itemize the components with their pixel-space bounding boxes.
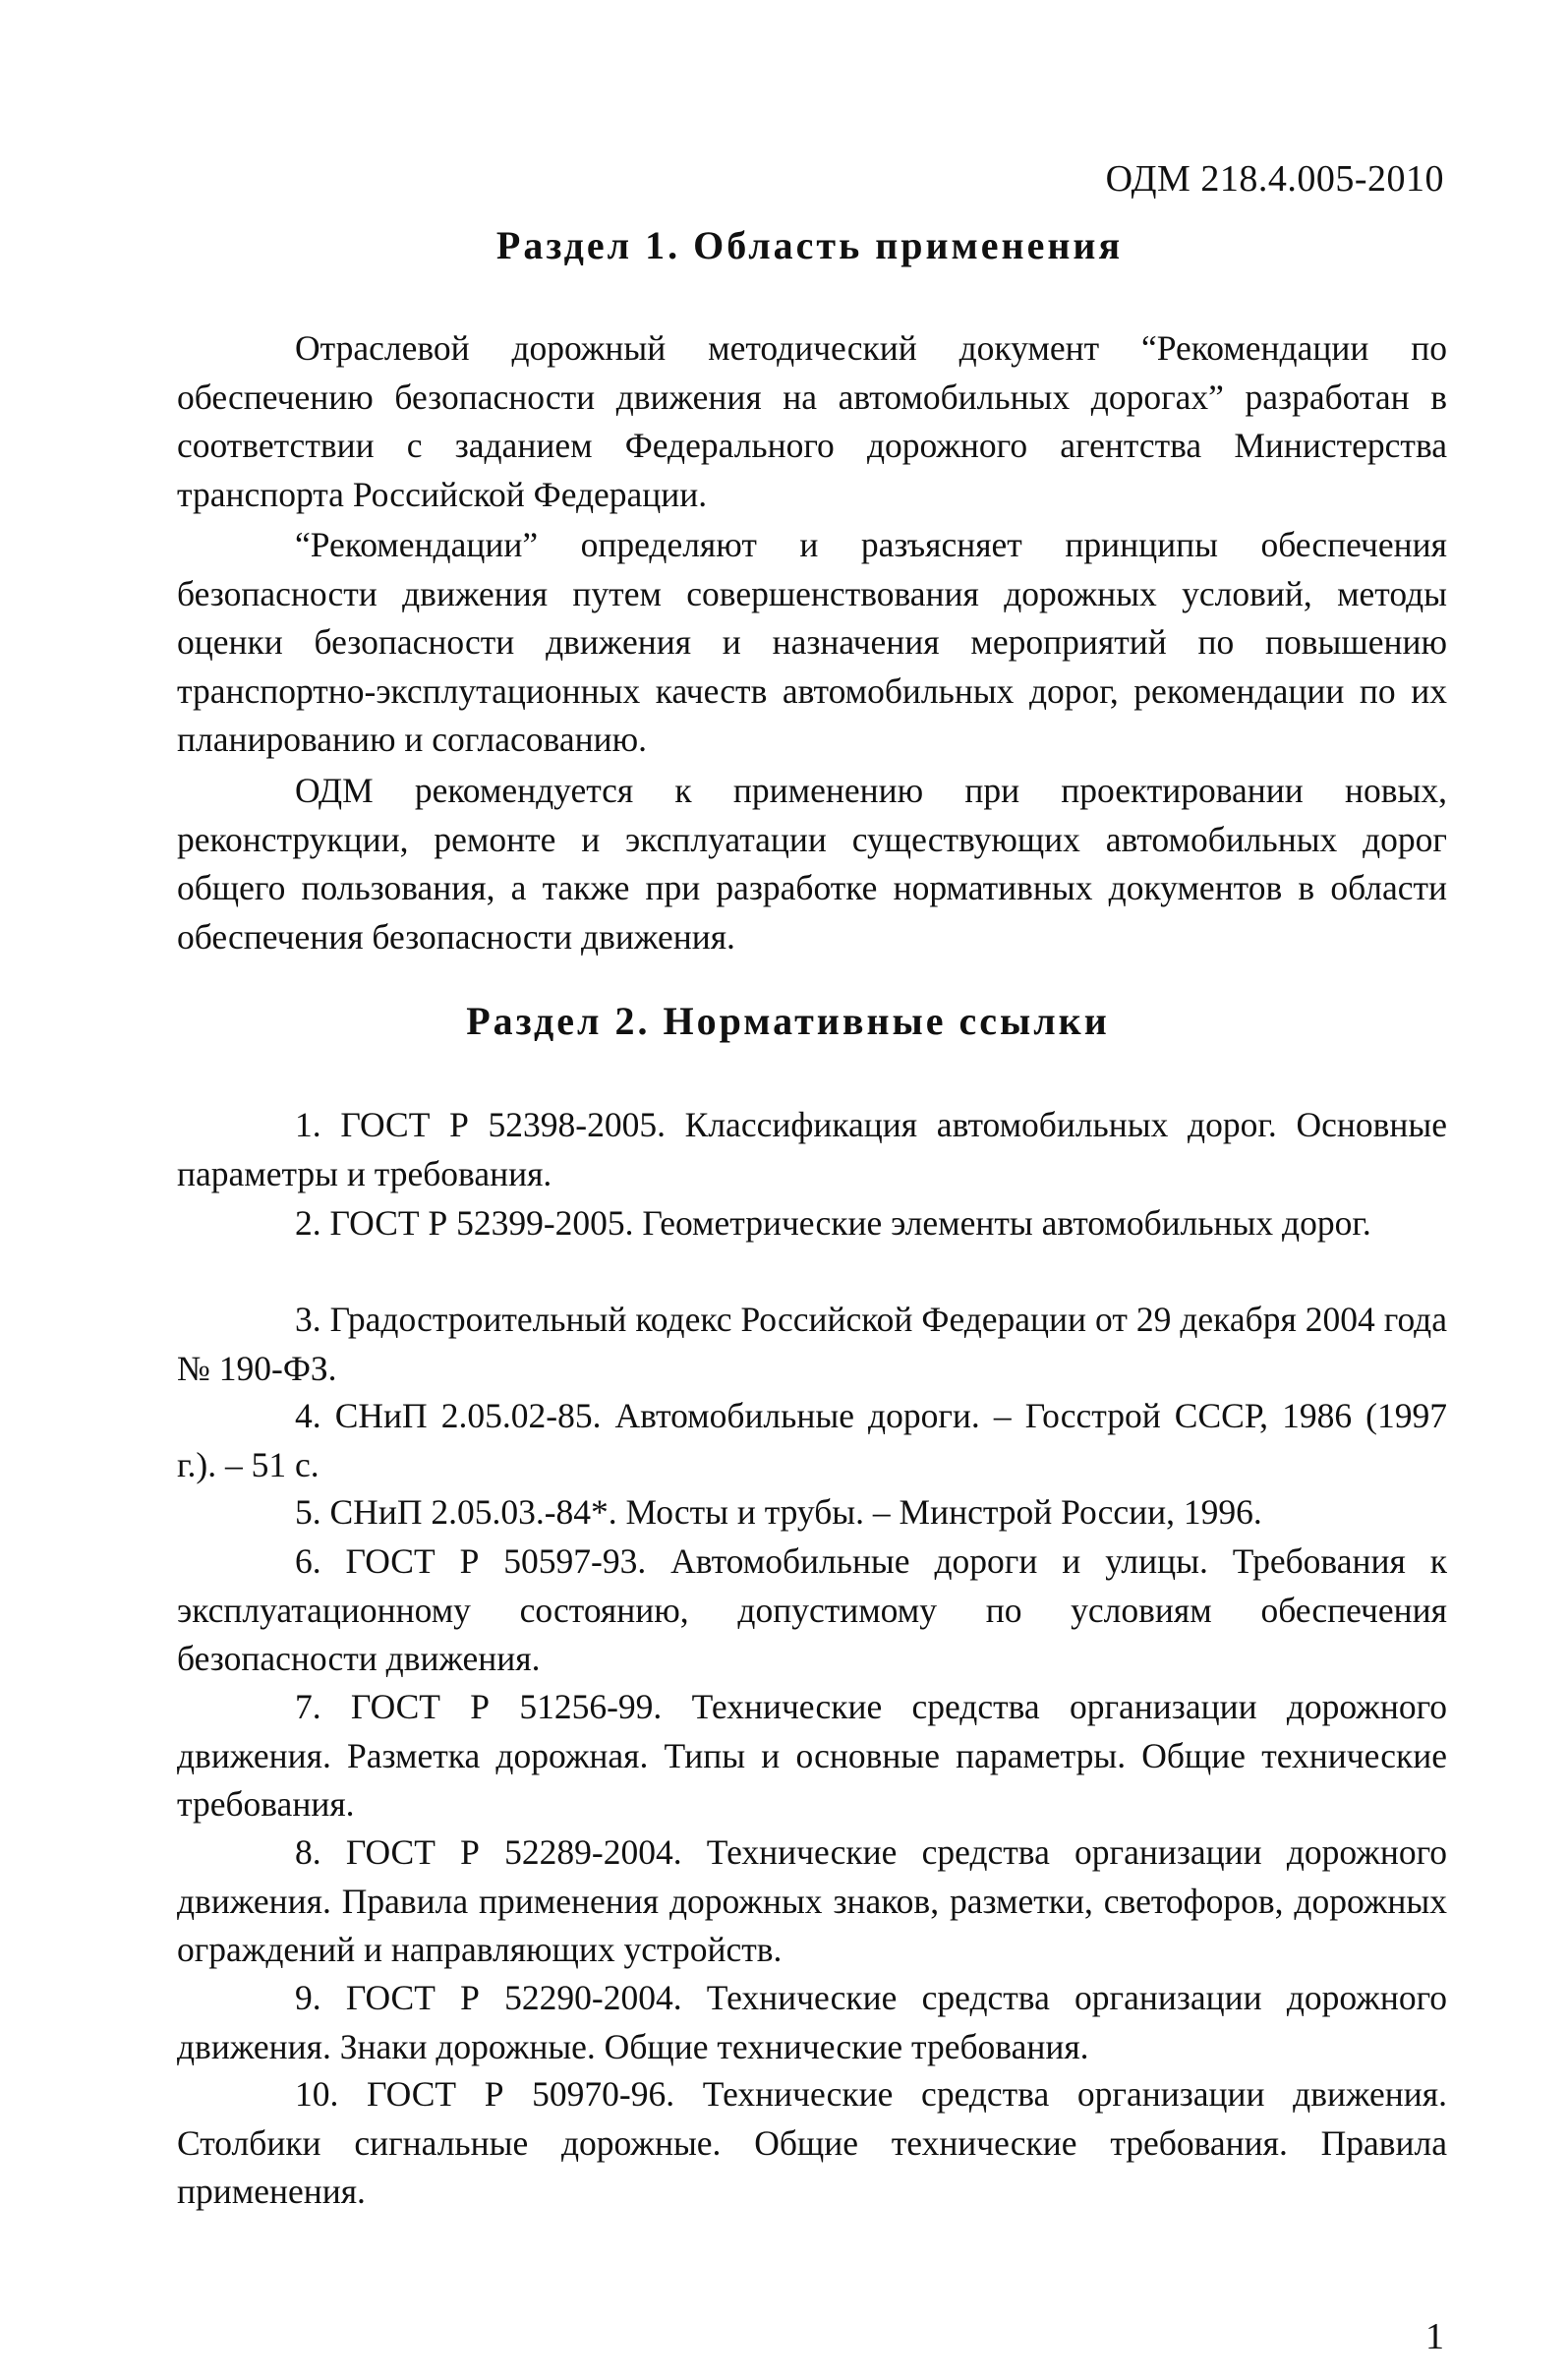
section-1-paragraph-2: “Рекомендации” определяют и разъясняет принципы обеспечения безопасности движения путем совершенствования дорожных условий, методы оценки безопасности движения и назначения мероприятий по повышению транспортно-эксплутационных качеств автомобильных дорог, рекомендации по их планированию и согласованию. xyxy=(177,525,1447,760)
reference-item: 2. ГОСТ Р 52399-2005. Геометрические элементы автомобильных дорог. xyxy=(295,1203,1371,1243)
reference-item: 5. СНиП 2.05.03.-84*. Мосты и трубы. – Минстрой России, 1996. xyxy=(295,1492,1262,1532)
reference-item: 7. ГОСТ Р 51256-99. Технические средства организации дорожного движения. Разметка дорожная. Типы и основные параметры. Общие технические требования. xyxy=(177,1687,1447,1825)
reference-item: 9. ГОСТ Р 52290-2004. Технические средства организации дорожного движения. Знаки дорожные. Общие технические требования. xyxy=(177,1978,1447,2066)
section-1-title: Раздел 1. Область применения xyxy=(495,223,1124,267)
reference-item: 3. Градостроительный кодекс Российской Федерации от 29 декабря 2004 года № 190-ФЗ. xyxy=(177,1300,1447,1388)
page-number: 1 xyxy=(1425,2316,1444,2357)
reference-item: 8. ГОСТ Р 52289-2004. Технические средства организации дорожного движения. Правила применения дорожных знаков, разметки, светофоров, дорожных ограждений и направляющих устройств. xyxy=(177,1832,1447,1970)
reference-item: 4. СНиП 2.05.02-85. Автомобильные дороги. – Госстрой СССР, 1986 (1997 г.). – 51 с. xyxy=(177,1396,1447,1484)
reference-item: 10. ГОСТ Р 50970-96. Технические средства организации движения. Столбики сигнальные дорожные. Общие технические требования. Правила применения. xyxy=(177,2074,1447,2212)
section-2-title: Раздел 2. Нормативные ссылки xyxy=(466,999,1110,1043)
document-code: ОДМ 218.4.005-2010 xyxy=(1105,158,1444,200)
section-1-paragraph-3: ОДМ рекомендуется к применению при проектировании новых, реконструкции, ремонте и эксплуатации существующих автомобильных дорог общего пользования, а также при разработке нормативных документов в области обеспечения безопасности движения. xyxy=(177,771,1447,957)
reference-item: 1. ГОСТ Р 52398-2005. Классификация автомобильных дорог. Основные параметры и требования. xyxy=(177,1105,1447,1193)
reference-item: 6. ГОСТ Р 50597-93. Автомобильные дороги и улицы. Требования к эксплуатационному состоянию, допустимому по условиям обеспечения безопасности движения. xyxy=(177,1541,1447,1679)
section-1-paragraph-1: Отраслевой дорожный методический документ “Рекомендации по обеспечению безопасности движения на автомобильных дорогах” разработан в соответствии с заданием Федерального дорожного агентства Министерства транспорта Российской Федерации. xyxy=(177,328,1447,514)
